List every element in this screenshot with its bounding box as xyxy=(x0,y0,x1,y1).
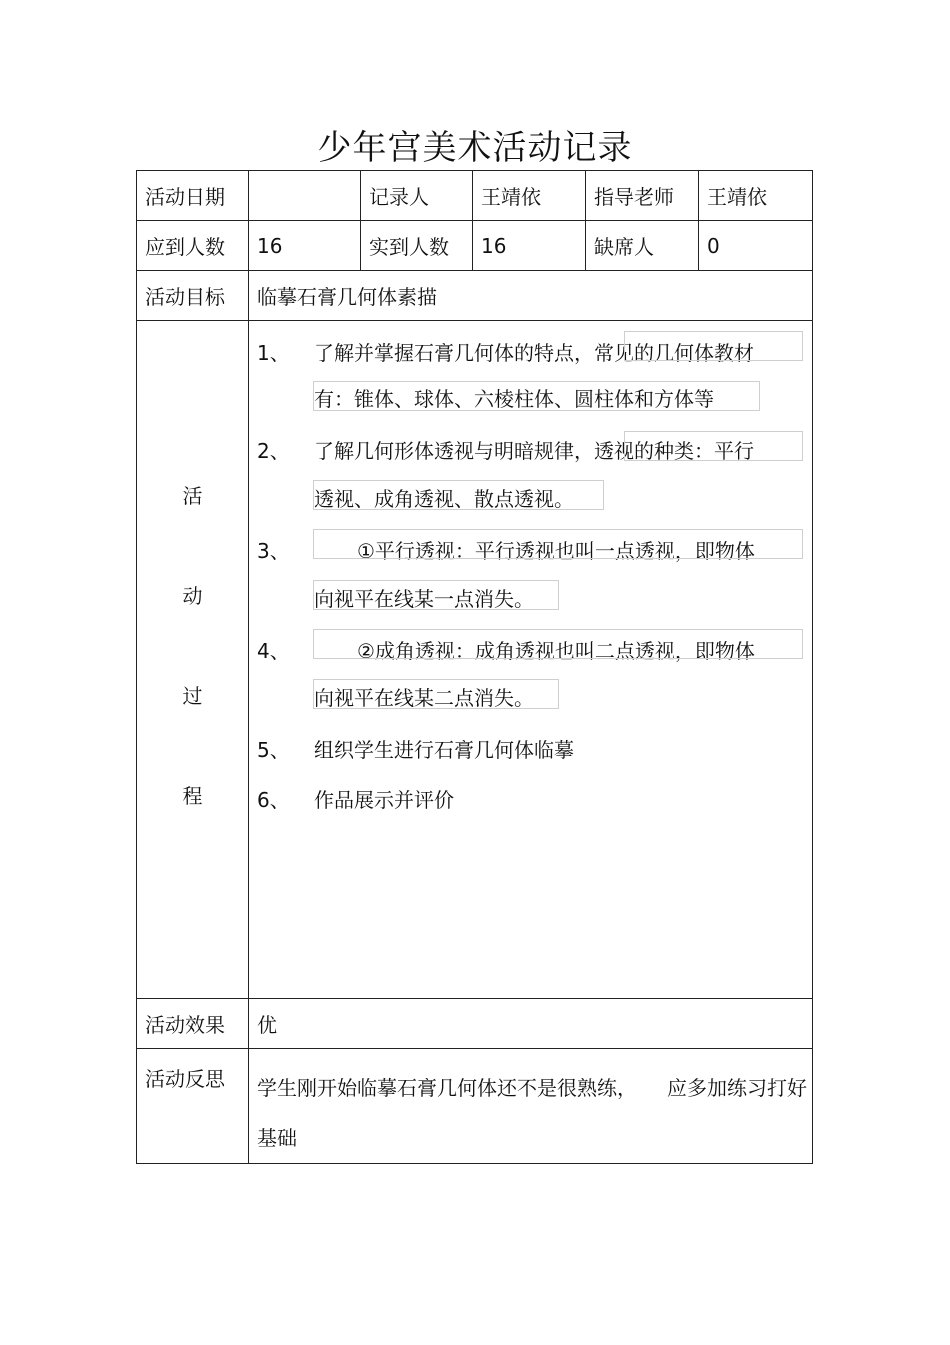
goal-label: 活动目标 xyxy=(137,271,249,321)
absent-value: 0 xyxy=(699,221,813,271)
table-row xyxy=(137,999,813,1049)
activity-record-table xyxy=(136,170,813,1164)
reflection-value: 学生刚开始临摹石膏几何体还不是很熟练， 应多加练习打好基础 xyxy=(249,1049,813,1164)
page-title: 少年宫美术活动记录 xyxy=(317,128,633,168)
text-frame xyxy=(624,331,803,361)
actual-count-value: 16 xyxy=(473,221,586,271)
step-number: 5、 xyxy=(257,738,290,762)
step-number: 3、 xyxy=(257,539,290,563)
absent-label: 缺席人 xyxy=(586,221,699,271)
process-label-char: 程 xyxy=(182,784,203,808)
date-label: 活动日期 xyxy=(137,171,249,221)
date-value xyxy=(249,171,361,221)
step-number: 1、 xyxy=(257,341,290,365)
teacher-label: 指导老师 xyxy=(586,171,699,221)
step-line: ②成角透视：成角透视也叫二点透视，即物体 xyxy=(357,639,755,663)
step-number: 2、 xyxy=(257,439,290,463)
text-frame xyxy=(313,629,803,659)
step-line: 透视、成角透视、散点透视。 xyxy=(314,487,574,511)
goal-value: 临摹石膏几何体素描 xyxy=(249,271,813,321)
step-number: 6、 xyxy=(257,788,290,812)
text-frame xyxy=(313,529,803,559)
step-line: 有：锥体、球体、六棱柱体、圆柱体和方体等 xyxy=(314,387,714,411)
actual-count-label: 实到人数 xyxy=(361,221,473,271)
text-frame xyxy=(313,679,559,709)
process-label-char: 过 xyxy=(182,684,203,708)
recorder-label: 记录人 xyxy=(361,171,473,221)
text-frame xyxy=(313,480,604,510)
table-row xyxy=(137,321,813,999)
process-label-char: 活 xyxy=(182,484,203,508)
table-row xyxy=(137,221,813,271)
step-line: 了解并掌握石膏几何体的特点，常见的几何体教材 xyxy=(314,341,754,365)
process-steps xyxy=(249,321,813,999)
teacher-value: 王靖依 xyxy=(699,171,813,221)
table-row xyxy=(137,171,813,221)
step-line: 作品展示并评价 xyxy=(314,788,454,812)
table-row xyxy=(137,271,813,321)
expected-count-label: 应到人数 xyxy=(137,221,249,271)
step-line: 了解几何形体透视与明暗规律，透视的种类：平行 xyxy=(314,439,754,463)
step-line: ①平行透视：平行透视也叫一点透视，即物体 xyxy=(357,539,755,563)
effect-label: 活动效果 xyxy=(137,999,249,1049)
expected-count-value: 16 xyxy=(249,221,361,271)
effect-value: 优 xyxy=(249,999,813,1049)
recorder-value: 王靖依 xyxy=(473,171,586,221)
text-frame xyxy=(624,431,803,461)
step-line: 组织学生进行石膏几何体临摹 xyxy=(314,738,574,762)
process-label xyxy=(137,321,249,999)
step-line: 向视平在线某一点消失。 xyxy=(314,587,534,611)
table-row xyxy=(137,1049,813,1164)
step-number: 4、 xyxy=(257,639,290,663)
text-frame xyxy=(313,580,559,610)
process-label-char: 动 xyxy=(182,584,203,608)
text-frame xyxy=(313,381,760,411)
step-line: 向视平在线某二点消失。 xyxy=(314,686,534,710)
reflection-label: 活动反思 xyxy=(137,1049,249,1164)
